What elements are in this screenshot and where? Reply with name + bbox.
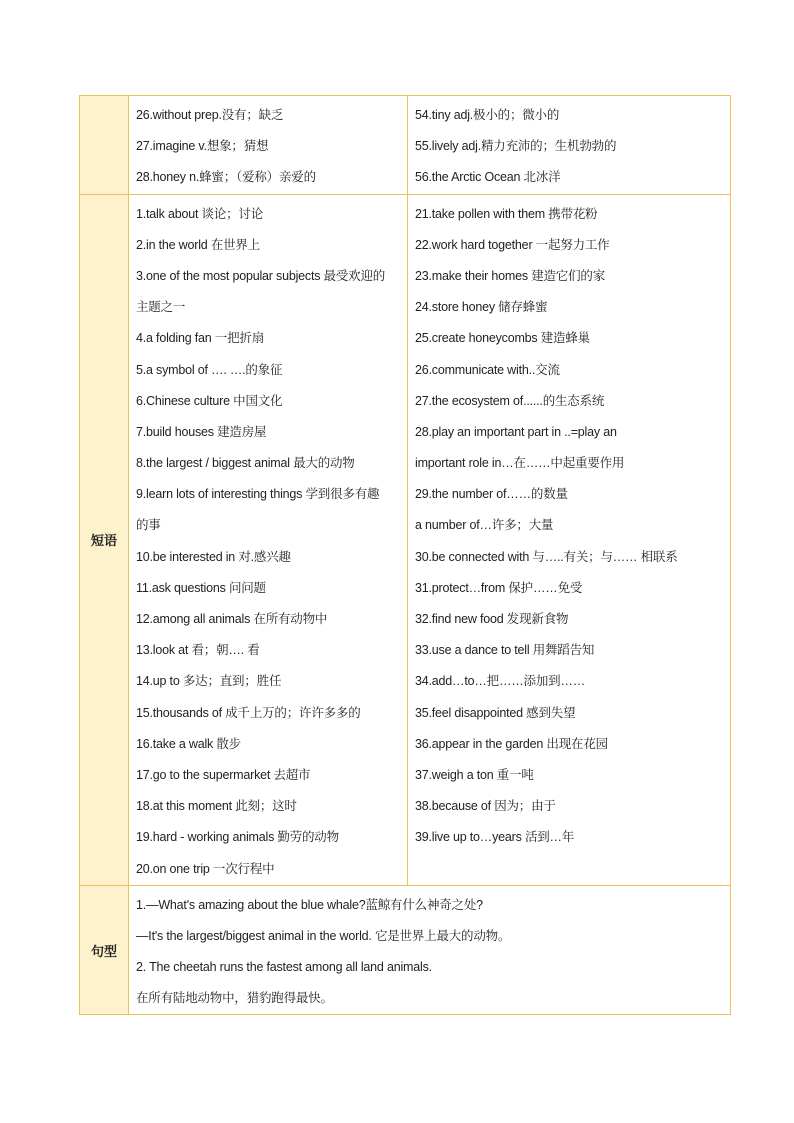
phrases-row: [80, 194, 731, 885]
list-item: 25.create honeycombs 建造蜂巢: [415, 331, 590, 346]
sentences-label-cell: [80, 885, 129, 1015]
list-item: important role in…在……中起重要作用: [415, 456, 625, 471]
list-item: 35.feel disappointed 感到失望: [415, 705, 576, 720]
list-item: 24.store honey 储存蜂蜜: [415, 300, 548, 315]
list-item: 18.at this moment 此刻；这时: [136, 799, 297, 814]
list-item: 26.without prep.没有；缺乏: [136, 108, 284, 122]
list-item: 30.be connected with 与…..有关；与…… 相联系: [415, 549, 678, 564]
list-item: 55.lively adj.精力充沛的；生机勃勃的: [415, 139, 617, 154]
list-item: 37.weigh a ton 重一吨: [415, 767, 534, 782]
phrases-right-list: [408, 195, 730, 854]
list-item: 6.Chinese culture 中国文化: [136, 393, 283, 408]
list-item: 10.be interested in 对.感兴趣: [136, 549, 291, 564]
list-item: 2. The cheetah runs the fastest among all land animals.: [136, 960, 432, 975]
list-item: 5.a symbol of …. ….的象征: [136, 362, 283, 377]
vocabulary-table: [79, 95, 731, 1015]
list-item: 23.make their homes 建造它们的家: [415, 268, 605, 283]
list-item: 的事: [136, 518, 161, 533]
list-item: 13.look at 看；朝…. 看: [136, 643, 260, 658]
list-item: 8.the largest / biggest animal 最大的动物: [136, 456, 355, 471]
list-item: 3.one of the most popular subjects 最受欢迎的: [136, 268, 386, 283]
list-item: 21.take pollen with them 携带花粉: [415, 206, 598, 221]
list-item: 28.honey n.蜂蜜；（爱称）亲爱的: [136, 170, 316, 185]
list-item: a number of…许多；大量: [415, 518, 554, 533]
list-item: 14.up to 多达；直到；胜任: [136, 674, 282, 689]
list-item: 31.protect…from 保护……免受: [415, 580, 583, 595]
list-item: 20.on one trip 一次行程中: [136, 861, 275, 876]
list-item: 9.learn lots of interesting things 学到很多有趣: [136, 487, 380, 502]
vocab-row: [80, 96, 731, 195]
list-item: 39.live up to…years 活到…年: [415, 830, 575, 845]
phrases-label: 短语: [90, 533, 117, 549]
sentences-cell: [129, 885, 731, 1015]
phrases-label-cell: [80, 194, 129, 885]
sentences-list: [129, 886, 730, 1015]
list-item: 17.go to the supermarket 去超市: [136, 767, 311, 782]
list-item: 1.—What's amazing about the blue whale?蓝鲸有什么神奇之处?: [136, 897, 483, 912]
list-item: 36.appear in the garden 出现在花园: [415, 736, 608, 751]
vocab-left-cell: [129, 96, 408, 195]
list-item: 16.take a walk 散步: [136, 736, 241, 751]
list-item: 4.a folding fan 一把折扇: [136, 331, 265, 346]
list-item: 33.use a dance to tell 用舞蹈告知: [415, 643, 595, 658]
list-item: —It's the largest/biggest animal in the world. 它是世界上最大的动物。: [136, 928, 511, 943]
list-item: 34.add…to…把……添加到……: [415, 674, 586, 689]
list-item: 主题之一: [136, 300, 186, 315]
list-item: 27.the ecosystem of......的生态系统: [415, 393, 605, 408]
list-item: 27.imagine v.想象；猜想: [136, 139, 269, 154]
list-item: 32.find new food 发现新食物: [415, 612, 569, 626]
list-item: 7.build houses 建造房屋: [136, 424, 267, 439]
sentences-row: [80, 885, 731, 1015]
list-item: 28.play an important part in ..=play an: [415, 424, 617, 439]
phrases-right-cell: [408, 194, 731, 885]
list-item: 在所有陆地动物中，猎豹跑得最快。: [136, 991, 333, 1006]
list-item: 15.thousands of 成千上万的；许许多多的: [136, 705, 361, 720]
vocab-right-list: [408, 96, 730, 194]
list-item: 2.in the world 在世界上: [136, 237, 261, 252]
phrases-left-cell: [129, 194, 408, 885]
phrases-left-list: [129, 195, 407, 885]
list-item: 1.talk about 谈论；讨论: [136, 206, 264, 221]
list-item: 19.hard - working animals 勤劳的动物: [136, 830, 339, 845]
list-item: 26.communicate with..交流: [415, 362, 560, 377]
list-item: 11.ask questions 问问题: [136, 580, 266, 595]
list-item: 56.the Arctic Ocean 北冰洋: [415, 170, 561, 185]
sentences-label: 句型: [90, 943, 117, 959]
list-item: 54.tiny adj.极小的；微小的: [415, 108, 560, 122]
vocab-left-list: [129, 96, 407, 194]
vocab-right-cell: [408, 96, 731, 195]
vocab-label-cell: [80, 96, 129, 195]
list-item: 38.because of 因为；由于: [415, 799, 556, 814]
list-item: 12.among all animals 在所有动物中: [136, 612, 328, 626]
list-item: 29.the number of……的数量: [415, 487, 568, 502]
list-item: 22.work hard together 一起努力工作: [415, 237, 610, 252]
